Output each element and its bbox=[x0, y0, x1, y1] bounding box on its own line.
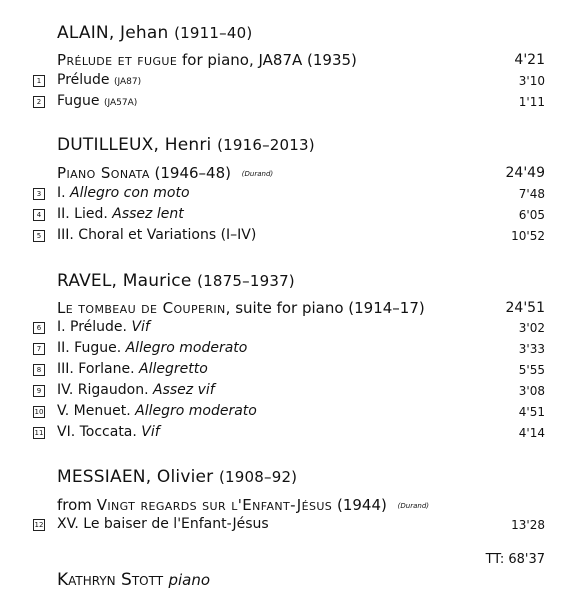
work-duration: 4'21 bbox=[514, 52, 545, 68]
composer-dates: (1916–2013) bbox=[217, 136, 315, 154]
work-heading bbox=[57, 496, 429, 514]
work-heading bbox=[57, 51, 357, 69]
track-title bbox=[57, 93, 137, 109]
work-detail: (1944) bbox=[336, 496, 387, 514]
publisher-note: (Durand) bbox=[241, 170, 274, 178]
track-duration: 10'52 bbox=[511, 229, 545, 243]
work-heading bbox=[57, 164, 273, 182]
total-time: TT: 68'37 bbox=[485, 552, 545, 567]
composer-name: RAVEL, Maurice bbox=[57, 271, 192, 291]
track-name: I. bbox=[57, 185, 66, 201]
track-number: 4 bbox=[33, 209, 45, 221]
track-tempo: Allegro moderato bbox=[125, 340, 248, 356]
track-number: 10 bbox=[34, 408, 44, 416]
track-number: 9 bbox=[33, 385, 45, 397]
work-detail: , suite for piano (1914–17) bbox=[225, 299, 425, 317]
track-number: 1 bbox=[33, 75, 45, 87]
track-title bbox=[57, 185, 190, 201]
track-duration: 4'14 bbox=[518, 426, 545, 440]
track-title bbox=[57, 340, 247, 356]
work-title: Piano Sonata bbox=[57, 164, 150, 182]
track-duration: 7'48 bbox=[518, 187, 545, 201]
composer-heading bbox=[57, 135, 315, 155]
track-title bbox=[57, 361, 208, 377]
track-name: II. Fugue. bbox=[57, 340, 122, 356]
track-number: 6 bbox=[33, 322, 45, 334]
track-tempo: Assez vif bbox=[153, 382, 215, 398]
composer-heading bbox=[57, 467, 297, 487]
track-title bbox=[57, 72, 141, 88]
work-title: Prélude et fugue bbox=[57, 51, 178, 69]
composer-name: MESSIAEN, Olivier bbox=[57, 467, 214, 487]
track-name: I. Prélude. bbox=[57, 319, 127, 335]
work-duration: 24'51 bbox=[505, 300, 545, 316]
track-name: XV. Le baiser de l'Enfant-Jésus bbox=[57, 516, 269, 532]
track-catalog: (JA87) bbox=[113, 77, 142, 87]
track-number: 12 bbox=[34, 521, 44, 529]
composer-heading bbox=[57, 23, 252, 43]
track-catalog: (JA57A) bbox=[104, 98, 138, 108]
track-tempo: Allegro moderato bbox=[135, 403, 257, 419]
track-title bbox=[57, 424, 160, 440]
track-tempo: Assez lent bbox=[112, 206, 184, 222]
track-duration: 1'11 bbox=[518, 95, 545, 109]
track-duration: 3'02 bbox=[518, 321, 545, 335]
work-heading bbox=[57, 299, 425, 317]
track-duration: 6'05 bbox=[518, 208, 545, 222]
track-number: 11 bbox=[34, 429, 44, 437]
track-duration: 5'55 bbox=[518, 363, 545, 377]
composer-dates: (1911–40) bbox=[174, 24, 253, 42]
track-tempo: Allegro con moto bbox=[70, 185, 190, 201]
work-detail: for piano, JA87A (1935) bbox=[181, 51, 357, 69]
track-duration: 4'51 bbox=[518, 405, 545, 419]
track-number: 3 bbox=[33, 188, 45, 200]
track-duration: 3'33 bbox=[518, 342, 545, 356]
track-duration: 13'28 bbox=[511, 518, 545, 532]
track-tempo: Allegretto bbox=[139, 361, 208, 377]
performer-credit bbox=[57, 570, 210, 590]
work-title: Vingt regards sur l'Enfant-Jésus bbox=[96, 496, 333, 514]
composer-dates: (1908–92) bbox=[218, 468, 298, 486]
composer-heading bbox=[57, 271, 295, 291]
track-number: 8 bbox=[33, 364, 45, 376]
track-name: V. Menuet. bbox=[57, 403, 131, 419]
track-name: II. Lied. bbox=[57, 206, 108, 222]
track-title bbox=[57, 516, 269, 532]
work-title: Le tombeau de Couperin bbox=[57, 299, 226, 317]
track-title bbox=[57, 319, 150, 335]
track-number: 5 bbox=[33, 230, 45, 242]
track-name: Prélude bbox=[57, 72, 110, 88]
track-name: III. Choral et Variations (I–IV) bbox=[57, 227, 257, 243]
track-name: III. Forlane. bbox=[57, 361, 135, 377]
track-title bbox=[57, 403, 257, 419]
track-duration: 3'08 bbox=[518, 384, 545, 398]
work-duration: 24'49 bbox=[505, 165, 545, 181]
track-tempo: Vif bbox=[131, 319, 150, 335]
performer-role: piano bbox=[168, 571, 211, 589]
track-number: 2 bbox=[33, 96, 45, 108]
track-number: 7 bbox=[33, 343, 45, 355]
composer-name: ALAIN, Jehan bbox=[57, 23, 169, 43]
track-title bbox=[57, 382, 215, 398]
track-name: IV. Rigaudon. bbox=[57, 382, 149, 398]
track-title bbox=[57, 206, 184, 222]
publisher-note: (Durand) bbox=[397, 502, 429, 510]
composer-name: DUTILLEUX, Henri bbox=[57, 135, 212, 155]
track-name: VI. Toccata. bbox=[57, 424, 137, 440]
composer-dates: (1875–1937) bbox=[197, 272, 295, 290]
performer-name: Kathryn Stott bbox=[57, 570, 164, 590]
track-name: Fugue bbox=[57, 93, 100, 109]
track-title bbox=[57, 227, 256, 243]
work-detail: (1946–48) bbox=[154, 164, 231, 182]
track-tempo: Vif bbox=[141, 424, 160, 440]
track-duration: 3'10 bbox=[518, 74, 545, 88]
work-prefix: from bbox=[57, 496, 92, 514]
